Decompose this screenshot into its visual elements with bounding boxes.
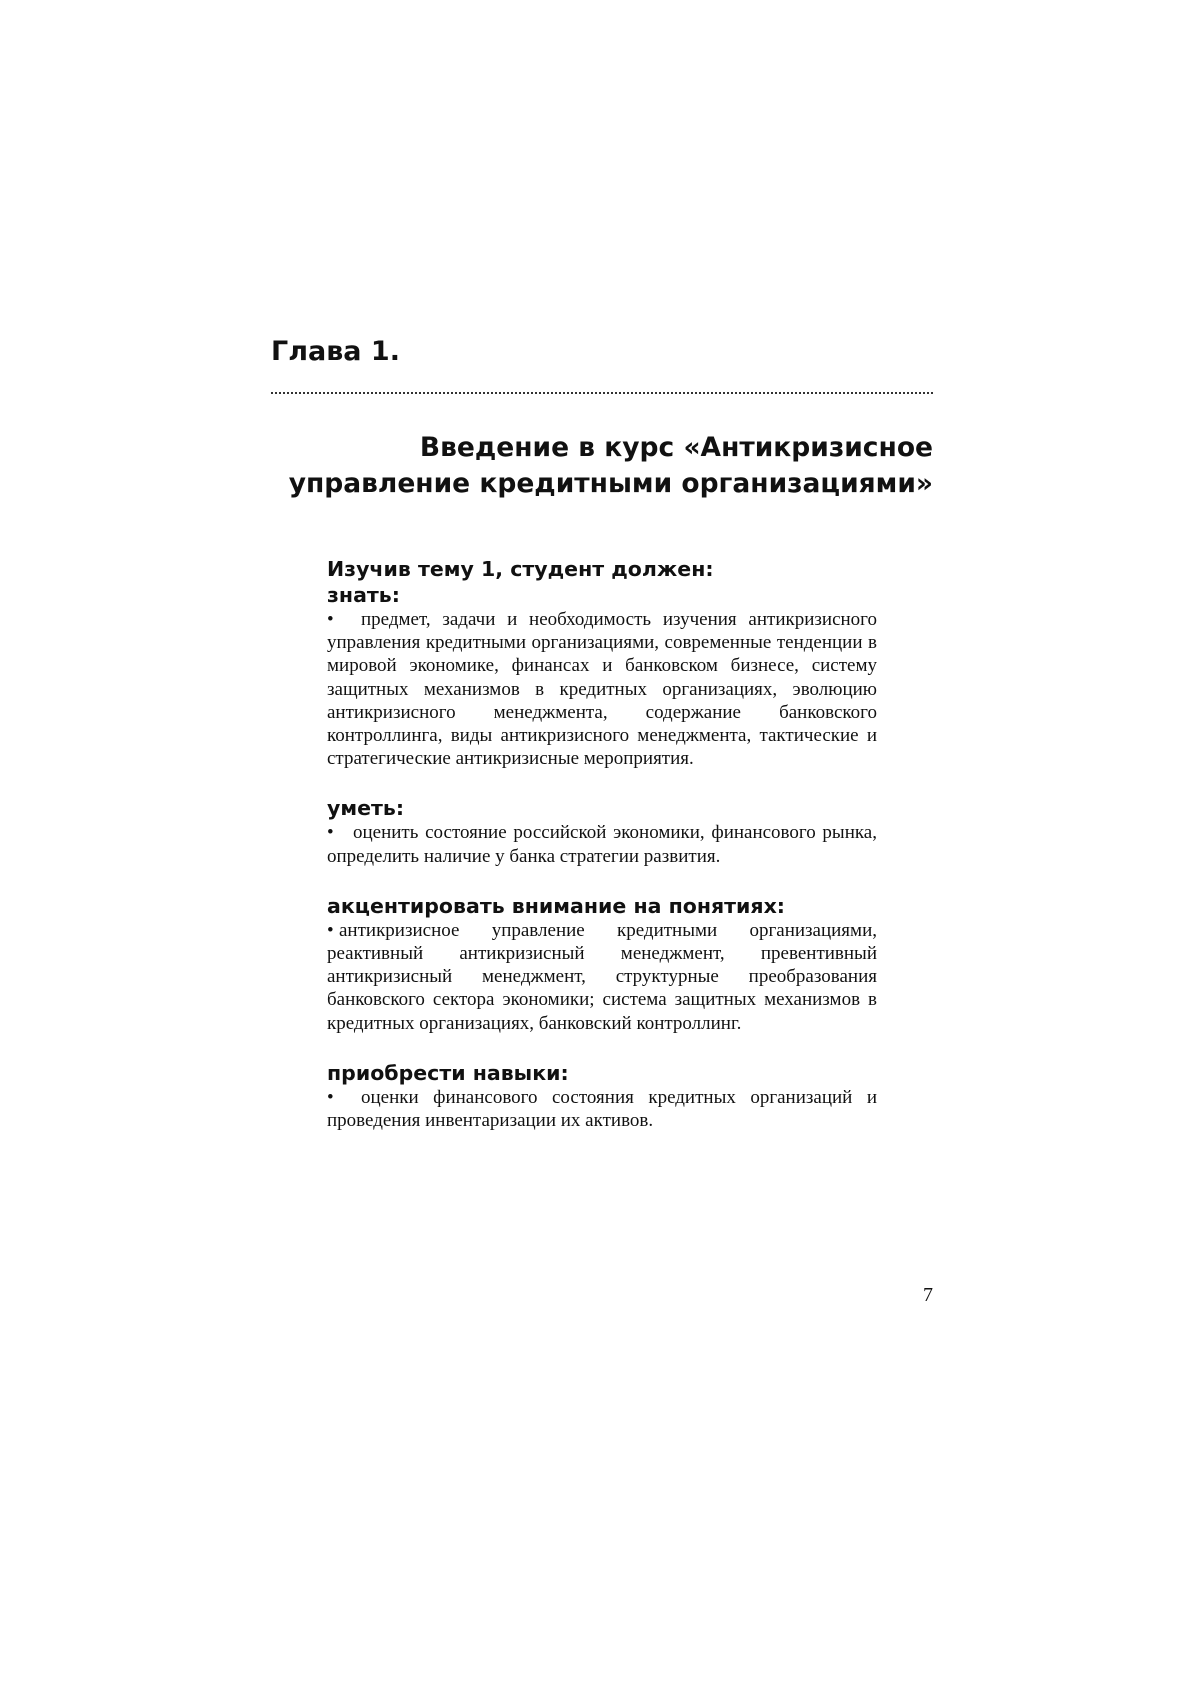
section-text-be-able (327, 821, 877, 867)
section-heading-concepts: акцентировать внимание на понятиях: (327, 893, 785, 918)
page-number: 7 (923, 1284, 933, 1306)
chapter-title (271, 430, 933, 502)
section-body-know: предмет, задачи и необходимость изучения антикризисного управления кредитными организациями, современные тенденции в мировой экономике, финансах и банковском бизнесе, систему защитных механизмов в кредитных организациях, эволюцию антикризисного менеджмента, содержание банковского контроллинга, виды антикризисного менеджмента, тактические и стратегические антикризисные мероприятия. (327, 609, 877, 770)
section-skills (327, 1060, 877, 1132)
learning-objectives (327, 556, 877, 1132)
section-be-able (327, 795, 877, 867)
section-body-concepts: антикризисное управление кредитными организациями, реактивный антикризисный менеджмент, превентивный антикризисный менеджмент, структурные преобразования банковского сектора экономики; система защитных механизмов в кредитных организациях, банковский контроллинг. (327, 919, 877, 1034)
dotted-divider (271, 392, 933, 394)
section-text-know (327, 608, 877, 770)
objectives-intro: Изучив тему 1, студент должен: (327, 557, 714, 581)
section-concepts (327, 893, 877, 1035)
section-know (327, 582, 877, 770)
bullet-icon: • (327, 822, 334, 844)
section-text-skills (327, 1086, 877, 1132)
section-heading-know: знать: (327, 583, 400, 607)
chapter-title-line-1: Введение в курс «Антикризисное (419, 432, 933, 463)
section-heading-be-able: уметь: (327, 796, 405, 821)
section-text-concepts (327, 919, 877, 1035)
chapter-label: Глава 1. (271, 336, 400, 367)
chapter-title-line-2: управление кредитными организациями» (288, 468, 933, 499)
bullet-icon: • (327, 609, 334, 630)
section-heading-skills: приобрести навыки: (327, 1060, 569, 1085)
bullet-icon: • (327, 1086, 334, 1108)
section-body-be-able: оценить состояние российской экономики, финансового рынка, определить наличие у банка стратегии развития. (327, 822, 877, 867)
section-body-skills: оценки финансового состояния кредитных организаций и проведения инвентаризации их активов. (327, 1086, 877, 1132)
bullet-icon: • (327, 919, 334, 941)
